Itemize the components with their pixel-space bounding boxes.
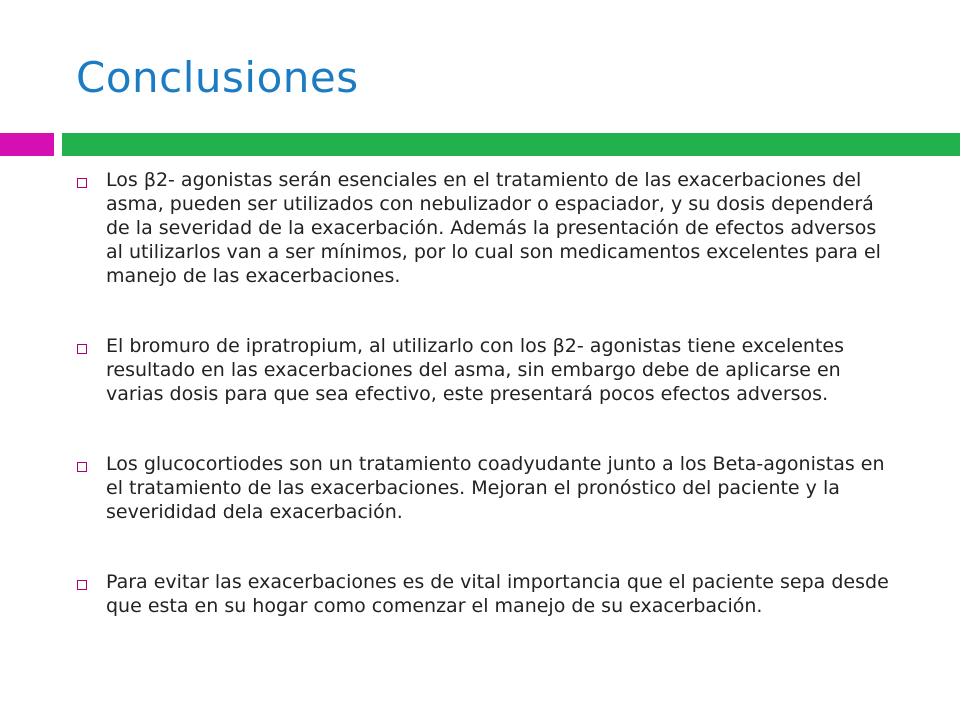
bullet-item-glucocorticoids [76,452,896,524]
bullet-text: El bromuro de ipratropium, al utilizarlo con los β2- agonistas tiene excelentes resultado en las exacerbaciones del asma, sin embargo debe de aplicarse en varias dosis para que sea efectivo, este presentará pocos efectos adversos. [106,335,845,405]
bullet-item-ipratropium [76,334,896,406]
slide-title: Conclusiones [76,53,359,102]
bullet-text: Para evitar las exacerbaciones es de vital importancia que el paciente sepa desde que esta en su hogar como comenzar el manejo de su exacerbación. [106,571,889,617]
bullet-text: Los β2- agonistas serán esenciales en el tratamiento de las exacerbaciones del asma, pueden ser utilizados con nebulizador o espaciador, y su dosis dependerá de la severidad de la exacerbación. Además la presentación de efectos adversos al utilizarlos van a ser mínimos, por lo cual son medicamentos excelentes para el manejo de las exacerbaciones. [106,169,881,287]
bullet-text: Los glucocortiodes son un tratamiento coadyudante junto a los Beta-agonistas en el tratamiento de las exacerbaciones. Mejoran el pronóstico del paciente y la severididad dela exacerbación. [106,453,885,523]
bullet-list [76,168,896,618]
bullet-item-beta2 [76,168,896,288]
hollow-square-bullet-icon [77,580,87,590]
bullet-item-prevention [76,570,896,618]
title-accent-bar-green [62,133,960,156]
hollow-square-bullet-icon [77,178,87,188]
hollow-square-bullet-icon [77,344,87,354]
title-accent-bar-magenta [0,133,54,156]
hollow-square-bullet-icon [77,462,87,472]
